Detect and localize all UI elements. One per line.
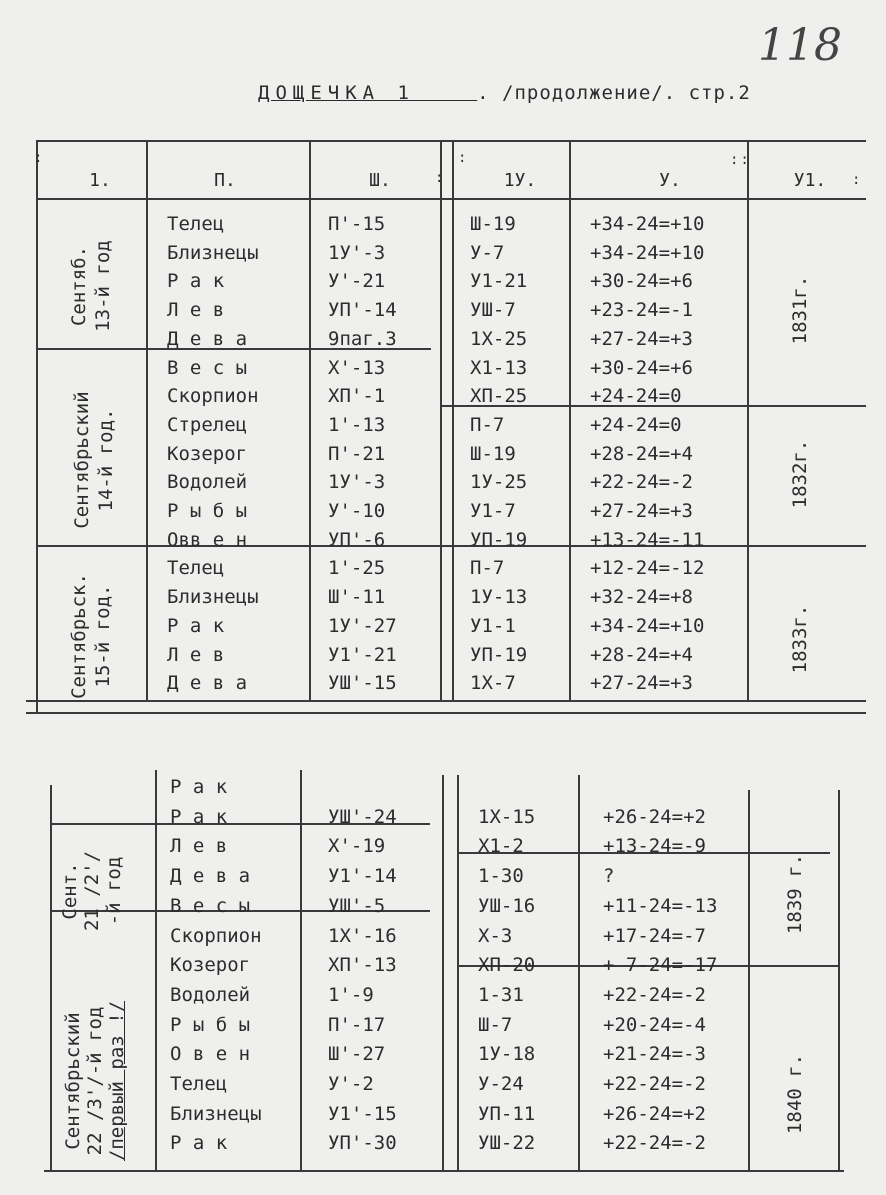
table1-group-label-2: Сентябрьский 14-й год. [71, 391, 117, 529]
table-row-degree-cell: 1'-25 [328, 557, 386, 580]
table2-col-rule-4 [578, 775, 580, 1170]
table-row-calc-cell: +30-24=+6 [590, 270, 693, 293]
table-row-sign-cell: Л е в [170, 835, 228, 858]
table-row-sign-cell: Р а к [167, 614, 225, 637]
table-row-aspect-cell: У1-7 [470, 500, 516, 522]
table-row-degree-cell: Х'-13 [328, 356, 386, 379]
table1-year-2: 1832г. [789, 439, 811, 509]
table-row-sign-cell: Водолей [170, 983, 251, 1006]
table-row-sign-cell: Р а к [167, 270, 225, 293]
table-row-degree-cell: Ш'-27 [328, 1043, 386, 1066]
table-row-calc-cell: +27-24=+3 [590, 327, 693, 350]
table-row-calc-cell: +13-24=-9 [603, 835, 706, 858]
table-row-calc-cell: +27-24=+3 [590, 672, 693, 695]
table-row-sign-cell: В е с ы [170, 894, 251, 917]
table-row-degree-cell: 1Х'-16 [328, 924, 397, 947]
table-row-sign-cell: Овв е н [167, 528, 248, 551]
table-row-aspect-cell: ХП-25 [470, 385, 528, 408]
table-row-calc-cell: +34-24=+10 [590, 213, 705, 235]
table-row-sign-cell: Д е в а [167, 672, 248, 695]
table-row-degree-cell: У'-2 [328, 1073, 374, 1095]
table-row-calc-cell: +34-24=+10 [590, 241, 705, 264]
table-row-degree-cell: ХП'-1 [328, 385, 386, 408]
table-row-calc-cell: +26-24=+2 [603, 805, 706, 828]
table-row-aspect-cell: У-7 [470, 241, 505, 264]
table-row-calc-cell: +24-24=0 [590, 385, 682, 408]
table-row-degree-cell: УП'-30 [328, 1132, 397, 1155]
table-row-aspect-cell: 1Х-7 [470, 672, 516, 695]
table-row-sign-cell: Скорпион [167, 385, 259, 408]
table-row-calc-cell: +30-24=+6 [590, 356, 693, 379]
table-row-calc-cell: +11-24=-13 [603, 894, 718, 917]
table-row-degree-cell: П'-17 [328, 1013, 386, 1036]
table-row-degree-cell: 1У'-3 [328, 241, 386, 264]
table-row-aspect-cell: Ш-19 [470, 442, 516, 465]
table1-bottom-rule [26, 700, 866, 702]
table2-year-1: 1839 г. [784, 853, 806, 935]
table-row-sign-cell: Л е в [167, 643, 225, 666]
table-row-calc-cell: +23-24=-1 [590, 299, 693, 322]
header-col-1: 1. [89, 170, 111, 191]
table-row-aspect-cell: П-7 [470, 413, 505, 436]
table-row-degree-cell: У1'-15 [328, 1102, 397, 1125]
table1-year-1: 1831г. [789, 275, 811, 345]
table-row-degree-cell: УШ'-5 [328, 894, 386, 917]
table-row-degree-cell: УП'-14 [328, 299, 397, 322]
table-row-degree-cell: 1'-9 [328, 983, 374, 1006]
table-row-aspect-cell: У1-1 [470, 614, 516, 637]
table-row-degree-cell: П'-21 [328, 442, 386, 465]
table1-header-rule [36, 198, 866, 200]
table-row-sign-cell: Телец [167, 557, 225, 580]
table-row-sign-cell: Близнецы [170, 1102, 262, 1125]
table2-group-label-1: Сент. 21 /2'/ -й год [59, 850, 125, 932]
page-number: 118 [758, 20, 842, 71]
table-row-aspect-cell: ХП-20 [478, 954, 536, 977]
table-row-aspect-cell: 1-30 [478, 865, 524, 888]
table-row-degree-cell: Ш'-11 [328, 586, 386, 609]
table2-col-rule-2 [300, 770, 302, 1170]
table-row-aspect-cell: 1У-25 [470, 471, 528, 494]
table1-group-label-3: Сентябрьск. 15-й год. [68, 573, 114, 699]
table-row-calc-cell: +22-24=-2 [603, 1132, 706, 1155]
header-col-2: П. [214, 170, 236, 191]
table-row-aspect-cell: УШ-16 [478, 894, 536, 917]
table-row-sign-cell: Р а к [170, 776, 228, 798]
table-row-degree-cell: УП'-6 [328, 528, 386, 551]
table-row-calc-cell: +21-24=-3 [603, 1043, 706, 1066]
table2-group-label-2: Сентябрьский 22 /3'/-й год /первый раз !/ [62, 1000, 128, 1162]
table-row-calc-cell: + 7-24=-17 [603, 954, 718, 977]
table-row-aspect-cell: Ш-19 [470, 213, 516, 235]
table1-group-rule-2 [36, 545, 866, 547]
table2-col-rule-5 [748, 790, 750, 1170]
table-row-calc-cell: +34-24=+10 [590, 614, 705, 637]
table-row-calc-cell: +28-24=+4 [590, 643, 693, 666]
table1-col-rule-5 [747, 140, 749, 700]
table-row-sign-cell: Близнецы [167, 586, 259, 609]
table-row-calc-cell: +17-24=-7 [603, 924, 706, 947]
table-row-calc-cell: +12-24=-12 [590, 557, 705, 580]
table-row-calc-cell: +32-24=+8 [590, 586, 693, 609]
table2-col-rule-1 [155, 770, 157, 1170]
table-row-calc-cell: +22-24=-2 [603, 1073, 706, 1095]
table2-bottom-rule [44, 1170, 844, 1172]
table1-col-rule-3 [440, 140, 442, 700]
table-row-aspect-cell: 1Х-25 [470, 327, 528, 350]
table-row-sign-cell: О в е н [170, 1043, 251, 1066]
table-row-sign-cell: Козерог [170, 954, 251, 977]
table-row-calc-cell: +13-24=-11 [590, 528, 705, 551]
table-row-sign-cell: Водолей [167, 471, 248, 494]
table-row-aspect-cell: УП-19 [470, 528, 528, 551]
table-row-degree-cell: У'-10 [328, 500, 386, 522]
table-row-aspect-cell: П-7 [470, 557, 505, 580]
table2-year-2: 1840 г. [784, 1053, 806, 1135]
table1-year-3: 1833г. [789, 604, 811, 674]
table2-col-rule-6 [838, 790, 840, 1170]
header-col-5: У. [659, 170, 681, 191]
table-row-aspect-cell: УП-11 [478, 1102, 536, 1125]
table-row-sign-cell: Телец [170, 1073, 228, 1095]
table-row-sign-cell: Козерог [167, 442, 248, 465]
table2-col-rule-3b [457, 775, 459, 1170]
table-row-calc-cell: +20-24=-4 [603, 1013, 706, 1036]
table1-col-rule-4 [569, 140, 571, 700]
table-row-calc-cell: +22-24=-2 [603, 983, 706, 1006]
table-row-degree-cell: ХП'-13 [328, 954, 397, 977]
table-row-sign-cell: Л е в [167, 299, 225, 322]
table-row-aspect-cell: УП-19 [470, 643, 528, 666]
table1-col-rule-2 [309, 140, 311, 700]
table-row-aspect-cell: 1У-18 [478, 1043, 536, 1066]
page-title [258, 82, 751, 104]
title-rest: . /продолжение/. стр.2 [477, 82, 751, 104]
table2-col-rule-3 [442, 775, 444, 1170]
table-row-degree-cell: Х'-19 [328, 835, 386, 858]
table-row-degree-cell: У1'-14 [328, 865, 397, 888]
table-row-sign-cell: Р а к [170, 805, 228, 828]
table-row-sign-cell: Телец [167, 213, 225, 235]
table-row-calc-cell: +24-24=0 [590, 413, 682, 436]
table1-bottom-rule-2 [26, 712, 866, 714]
table-row-degree-cell: УШ'-24 [328, 805, 397, 828]
table-row-sign-cell: В е с ы [167, 356, 248, 379]
table1-col-rule-3b [452, 140, 454, 700]
table-row-aspect-cell: У1-21 [470, 270, 528, 293]
table-row-degree-cell: УШ'-15 [328, 672, 397, 695]
table-row-aspect-cell: УШ-7 [470, 299, 516, 322]
table-row-sign-cell: Р а к [170, 1132, 228, 1155]
table-row-calc-cell: ? [603, 865, 615, 888]
table-row-degree-cell: 1У'-3 [328, 471, 386, 494]
table-row-calc-cell: +26-24=+2 [603, 1102, 706, 1125]
table-row-sign-cell: Стрелец [167, 413, 248, 436]
table1-col-rule-0 [36, 140, 38, 712]
header-col-3: Ш. [369, 170, 391, 191]
header-col-6: У1. [793, 170, 827, 191]
table-row-sign-cell: Близнецы [167, 241, 259, 264]
table1-group-label-1: Сентяб. 13-й год [68, 240, 114, 332]
table-row-aspect-cell: У-24 [478, 1073, 524, 1095]
table-row-aspect-cell: 1-31 [478, 983, 524, 1006]
table-row-calc-cell: +27-24=+3 [590, 500, 693, 522]
table-row-aspect-cell: УШ-22 [478, 1132, 536, 1155]
table-row-degree-cell: 9паг.3 [328, 327, 397, 350]
table-row-sign-cell: Р ы б ы [170, 1013, 251, 1036]
table-row-aspect-cell: Х1-2 [478, 835, 524, 858]
table-row-aspect-cell: Х-3 [478, 924, 513, 947]
table-row-sign-cell: Д е в а [167, 327, 248, 350]
header-col-4: 1У. [503, 170, 537, 191]
table-row-aspect-cell: 1Х-15 [478, 805, 536, 828]
table1-col-rule-1 [146, 140, 148, 700]
table-row-calc-cell: +22-24=-2 [590, 471, 693, 494]
table-row-sign-cell: Д е в а [170, 865, 251, 888]
table-row-degree-cell: У1'-21 [328, 643, 397, 666]
title-main: ДОЩЕЧКА 1 [258, 82, 415, 104]
table-row-aspect-cell: Х1-13 [470, 356, 528, 379]
table2-col-rule-0 [50, 785, 52, 1170]
table-row-degree-cell: 1'-13 [328, 413, 386, 436]
table-row-degree-cell: 1У'-27 [328, 614, 397, 637]
table-row-degree-cell: П'-15 [328, 213, 386, 235]
table-row-aspect-cell: Ш-7 [478, 1013, 513, 1036]
table-row-calc-cell: +28-24=+4 [590, 442, 693, 465]
table-row-sign-cell: Р ы б ы [167, 500, 248, 522]
table-row-degree-cell: У'-21 [328, 270, 386, 293]
table-row-aspect-cell: 1У-13 [470, 586, 528, 609]
table-row-sign-cell: Скорпион [170, 924, 262, 947]
table1-top-rule [36, 140, 866, 142]
